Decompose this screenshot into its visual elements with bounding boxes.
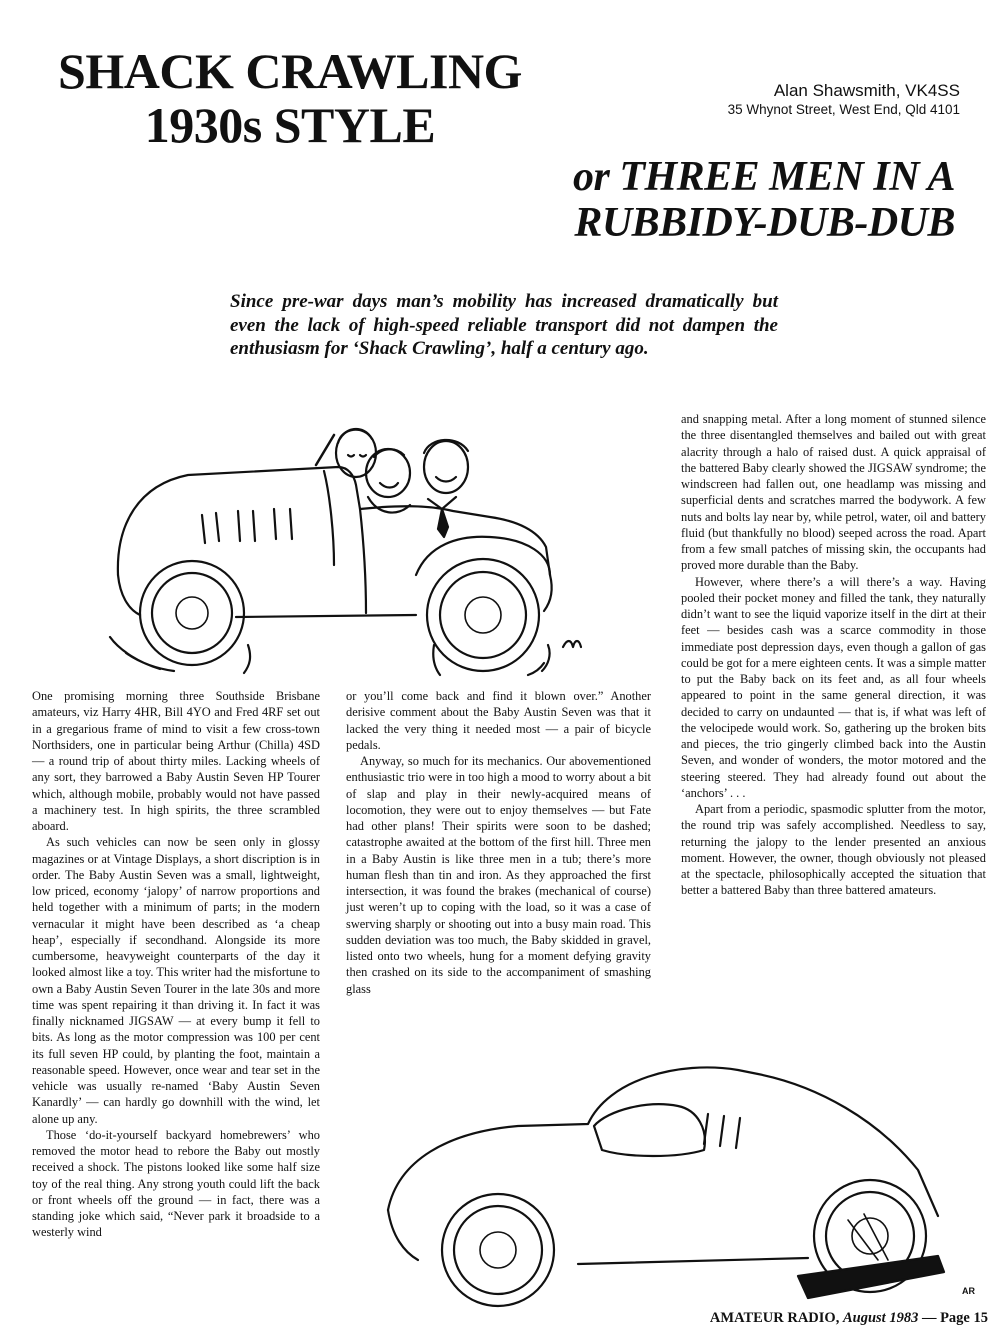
subtitle-line-1: or THREE MEN IN A [572, 154, 955, 200]
footer-page: — Page 15 [921, 1310, 988, 1326]
column-1-paragraph-2: As such vehicles can now be seen only in glossy magazines or at Vintage Displays, a short discription is in order. The Baby Austin Seven was a small, lightweight, low priced, economy ‘jalopy’ of narrow proportions and held together with a minimum of parts; in the modern vernacular it might have been described as ‘a cheap heap’, especially if secondhand. Alongside its more cumbersome, heavyweight counterparts of the day it looked almost like a toy. This writer had the misfortune to own a Baby Austin Seven Tourer in the late 30s and more time was spent repairing it than driving it. In fact it was finally nicknamed JIGSAW — at every bump it fell to bits. As long as the motor compression was 100 per cent its full seven HP could, by planting the foot, maintain a reasonable speed. However, once wear and tear set in the vehicle was usually re-named ‘Baby Austin Seven Kanardly’ — can hardly go downhill with the wind, let alone up any. [32, 835, 320, 1126]
column-1-paragraph-1: One promising morning three Southside Brisbane amateurs, viz Harry 4HR, Bill 4YO and Fred 4RF set out in a gregarious frame of mind to visit a few cross-town Northsiders, one in particular being Arthur (Chilla) 4SD — a round trip of about thirty miles. Lacking wheels of any sort, they barrowed a Baby Austin Seven HP Tourer which, although mobile, probably would not have passed a machinery test. In high spirits, the three scrambled aboard. [32, 689, 320, 833]
article-column-2 [346, 688, 651, 997]
intro-paragraph: Since pre-war days man’s mobility has increased dramatically but even the lack of high-speed reliable transport did not dampen the enthusiasm for ‘Shack Crawling’, half a century ago. [230, 291, 778, 359]
car-with-three-men-illustration [98, 405, 593, 685]
footer-magazine: AMATEUR RADIO, [709, 1310, 840, 1326]
column-3-paragraph-3: Apart from a periodic, spasmodic splutter from the motor, the round trip was safely accomplished. Needless to say, returning the jalopy to the lender presented an anxious moment. However, the owner, though obviously not pleased at the spectacle, philosophically accepted the situation that better a battered Baby than three battered amateurs. [681, 802, 986, 898]
title-line-1: SHACK CRAWLING [58, 43, 522, 99]
crashed-car-illustration [378, 1040, 963, 1310]
subtitle-line-2: RUBBIDY-DUB-DUB [574, 200, 955, 246]
byline [640, 80, 960, 119]
column-2-paragraph-2: Anyway, so much for its mechanics. Our abovementioned enthusiastic trio were in too high a mood to worry about a bit of slap and play in their newly-acquired means of locomotion, they were out to enjoy themselves — but Fate had other plans! Their spirits were soon to be dashed; catastrophe awaited at the bottom of the first hill. Three men in a Baby Austin is like three men in a tub; there’s more human flesh than tin and iron. As they approached the first intersection, it was found the brakes (mechanical of course) just weren’t up to coping with the load, so it was a case of swerving sharply or shooting out into a busy main road. This sudden deviation was too much, the Baby skidded in gravel, listed onto two wheels, hung for a moment defying gravity then crashed on its side to the accompaniment of smashing glass [346, 754, 651, 996]
footer-issue: August 1983 [842, 1310, 919, 1326]
author-address: 35 Whynot Street, West End, Qld 4101 [727, 102, 960, 117]
title-line-2: 1930s STYLE [144, 97, 436, 153]
column-1-paragraph-3: Those ‘do-it-yourself backyard homebrewers’ who removed the motor head to rebore the Baby out mostly received a shock. The pistons looked like some half size toy of the real thing. Any strong youth could lift the back or front wheels off the ground — in fact, there was a standing joke which said, “Never park it broadside to a westerly wind [32, 1127, 320, 1240]
article-subtitle [440, 154, 955, 246]
column-3-paragraph-1: and snapping metal. After a long moment of stunned silence the three disentangled themselves and bailed out with great alacrity through a halo of raised dust. A quick appraisal of the battered Baby clearly showed the JIGSAW syndrome; the windscreen had fallen out, one headlamp was missing and superficial dents and scratches marred the bodywork. A few nuts and bolts lay near by, while petrol, water, oil and battery fluid (but thankfully no blood) seeped across the road. Apart from a few small patches of missing skin, the occupants had proved more durable than the Baby. [681, 412, 986, 573]
article-title [30, 44, 550, 152]
page-footer [680, 1310, 988, 1327]
article-column-1 [32, 688, 320, 1241]
ar-end-mark: AR [962, 1286, 975, 1296]
column-2-paragraph-1: or you’ll come back and find it blown over.” Another derisive comment about the Baby Austin Seven was that it lacked the very thing it needed most — a pair of bicycle pedals. [346, 689, 651, 752]
author-name: Alan Shawsmith, VK4SS [773, 81, 960, 100]
article-column-3 [681, 411, 986, 899]
column-3-paragraph-2: However, where there’s a will there’s a way. Having pooled their pocket money and filled the tank, they naturally didn’t want to see the liquid vaporize itself in the dirt at their feet — besides cash was a scarce commodity in those immediate post depression days, even though a gallon of gas could be got for a mere eighteen cents. It was a simple matter to put the Baby back on its feet and, as all four wheels appeared to point in the same general direction, it was decided to carry on undaunted — that is, if what was left of the velocipede would work. So, gathering up the broken bits and pieces, the trio gingerly climbed back into the Austin Seven, and wonder of wonders, the motor motored and the steering steered. They had already found out about the ‘anchors’ . . . [681, 574, 986, 800]
